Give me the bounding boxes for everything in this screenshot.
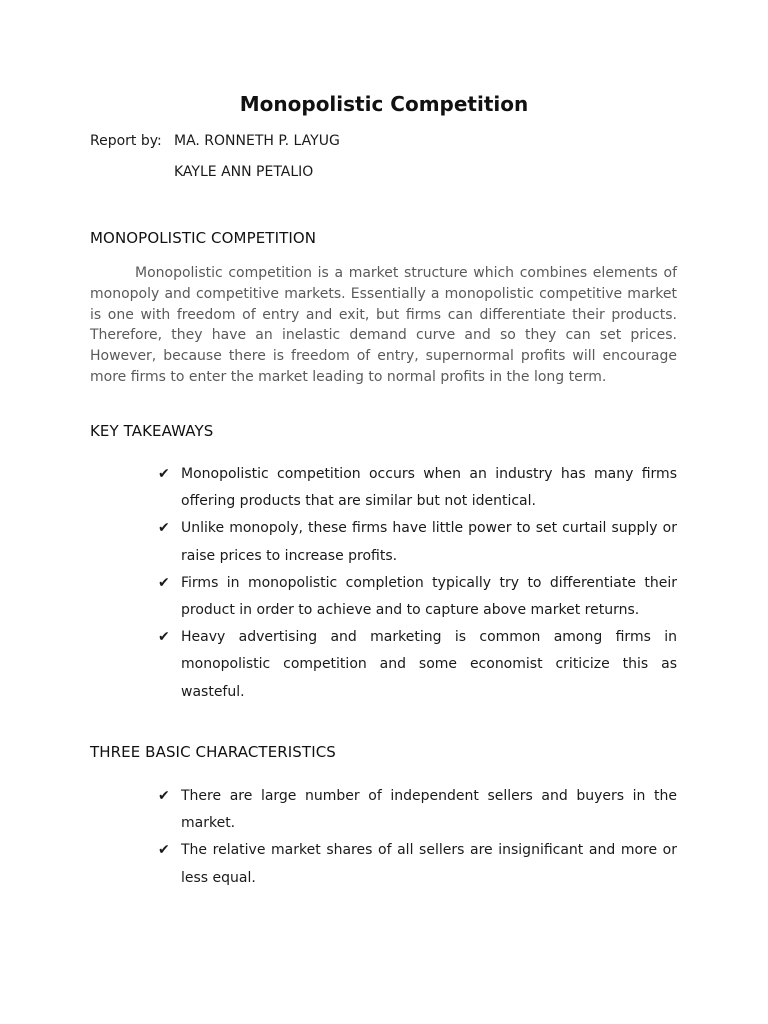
author-name: KAYLE ANN PETALIO xyxy=(174,164,314,180)
list-item xyxy=(158,837,677,891)
check-mark-icon: ✔ xyxy=(158,520,170,537)
author-name: MA. RONNETH P. LAYUG xyxy=(174,133,340,149)
section-heading-monopolistic-competition: MONOPOLISTIC COMPETITION xyxy=(90,229,317,247)
author-row xyxy=(174,164,313,180)
characteristics-list xyxy=(158,783,677,892)
intro-paragraph: Monopolistic competition is a market structure which combines elements of monopoly and competitive markets. Essentially a monopolistic competitive market is one with freedom of entry and exit, but firms can differentiate their products. Therefore, they have an inelastic demand curve and so they can set prices. However, because there is freedom of entry, supernormal profits will encourage more firms to enter the market leading to normal profits in the long term. xyxy=(90,265,677,385)
list-item-text: The relative market shares of all sellers are insignificant and more or less equal. xyxy=(181,842,677,886)
list-item xyxy=(158,624,677,706)
list-item-text: Firms in monopolistic completion typically try to differentiate their product in order to achieve and to capture above market returns. xyxy=(181,574,677,619)
list-item-text: There are large number of independent sellers and buyers in the market. xyxy=(181,788,677,832)
list-item-text: Heavy advertising and marketing is common among firms in monopolistic competition and some economist criticize this as wasteful. xyxy=(181,629,677,700)
check-mark-icon: ✔ xyxy=(158,466,170,482)
list-item-text: Unlike monopoly, these firms have little power to set curtail supply or raise prices to increase profits. xyxy=(181,520,677,564)
check-mark-icon: ✔ xyxy=(158,574,170,591)
section-heading-key-takeaways: KEY TAKEAWAYS xyxy=(90,422,214,440)
report-by-row xyxy=(90,133,340,149)
report-by-label: Report by: xyxy=(90,133,162,149)
check-mark-icon: ✔ xyxy=(158,629,170,646)
check-mark-icon: ✔ xyxy=(158,788,170,804)
list-item xyxy=(158,515,677,569)
list-item xyxy=(158,461,677,515)
list-item xyxy=(158,783,677,837)
list-item-text: Monopolistic competition occurs when an industry has many firms offering products that are similar but not identical. xyxy=(181,466,677,510)
key-takeaways-list xyxy=(158,461,677,706)
list-item xyxy=(158,570,677,624)
document-title: Monopolistic Competition xyxy=(239,92,529,116)
check-mark-icon: ✔ xyxy=(158,842,170,859)
section-heading-three-basic-characteristics: THREE BASIC CHARACTERISTICS xyxy=(90,743,336,761)
